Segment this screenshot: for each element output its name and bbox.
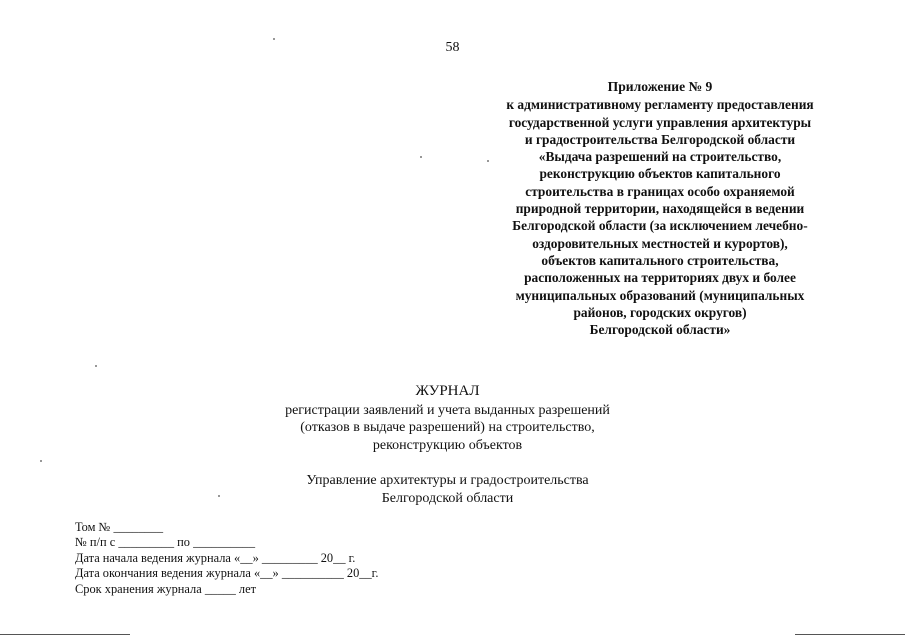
- start-date-field: Дата начала ведения журнала «__» _________ 20__ г.: [75, 550, 356, 565]
- scan-edge-line: [795, 634, 905, 635]
- page-number: 58: [445, 40, 460, 55]
- appendix-line: муниципальных образований (муниципальных: [515, 287, 805, 303]
- scan-speck: [273, 38, 275, 40]
- appendix-line: реконструкцию объектов капитального: [539, 166, 781, 182]
- appendix-line: государственной услуги управления архитектуры: [508, 114, 812, 130]
- scan-speck: [420, 156, 422, 158]
- record-range-field: № п/п с _________ по __________: [75, 535, 256, 550]
- scan-speck: [487, 160, 489, 162]
- journal-subtitle-line: (отказов в выдаче разрешений) на строительство,: [300, 420, 595, 435]
- scan-speck: [218, 495, 220, 497]
- journal-subtitle-line: реконструкцию объектов: [372, 437, 523, 453]
- appendix-line: Белгородской области»: [589, 322, 731, 338]
- scan-speck: [40, 460, 42, 462]
- appendix-line: природной территории, находящейся в ведении: [515, 201, 805, 217]
- organization-name: [200, 472, 695, 507]
- scan-speck: [95, 365, 97, 367]
- appendix-line: расположенных на территориях двух и более: [524, 270, 796, 286]
- appendix-line: районов, городских округов): [573, 304, 747, 320]
- journal-subtitle-line: регистрации заявлений и учета выданных разрешений: [285, 402, 610, 418]
- appendix-line: и градостроительства Белгородской области: [524, 131, 796, 147]
- scan-edge-line: [0, 634, 130, 635]
- appendix-line: строительства в границах особо охраняемой: [525, 183, 795, 199]
- appendix-title: Приложение № 9: [607, 79, 713, 94]
- volume-number-field: Том № ________: [75, 520, 164, 534]
- journal-title: ЖУРНАЛ: [415, 383, 480, 399]
- appendix-header: [470, 78, 850, 338]
- organization-line: Управление архитектуры и градостроительства: [306, 473, 589, 488]
- appendix-line: объектов капитального строительства,: [541, 252, 779, 268]
- organization-line: Белгородской области: [381, 490, 514, 506]
- appendix-line: Белгородской области (за исключением лечебно-: [512, 218, 808, 234]
- end-date-field: Дата окончания ведения журнала «__» __________ 20__г.: [75, 566, 379, 581]
- journal-heading: [200, 383, 695, 454]
- appendix-line: к административному регламенту предоставления: [506, 97, 814, 113]
- appendix-line: «Выдача разрешений на строительство,: [538, 149, 782, 165]
- journal-fields: [75, 520, 378, 597]
- appendix-line: оздоровительных местностей и курортов),: [532, 235, 788, 251]
- retention-period-field: Срок хранения журнала _____ лет: [75, 581, 256, 596]
